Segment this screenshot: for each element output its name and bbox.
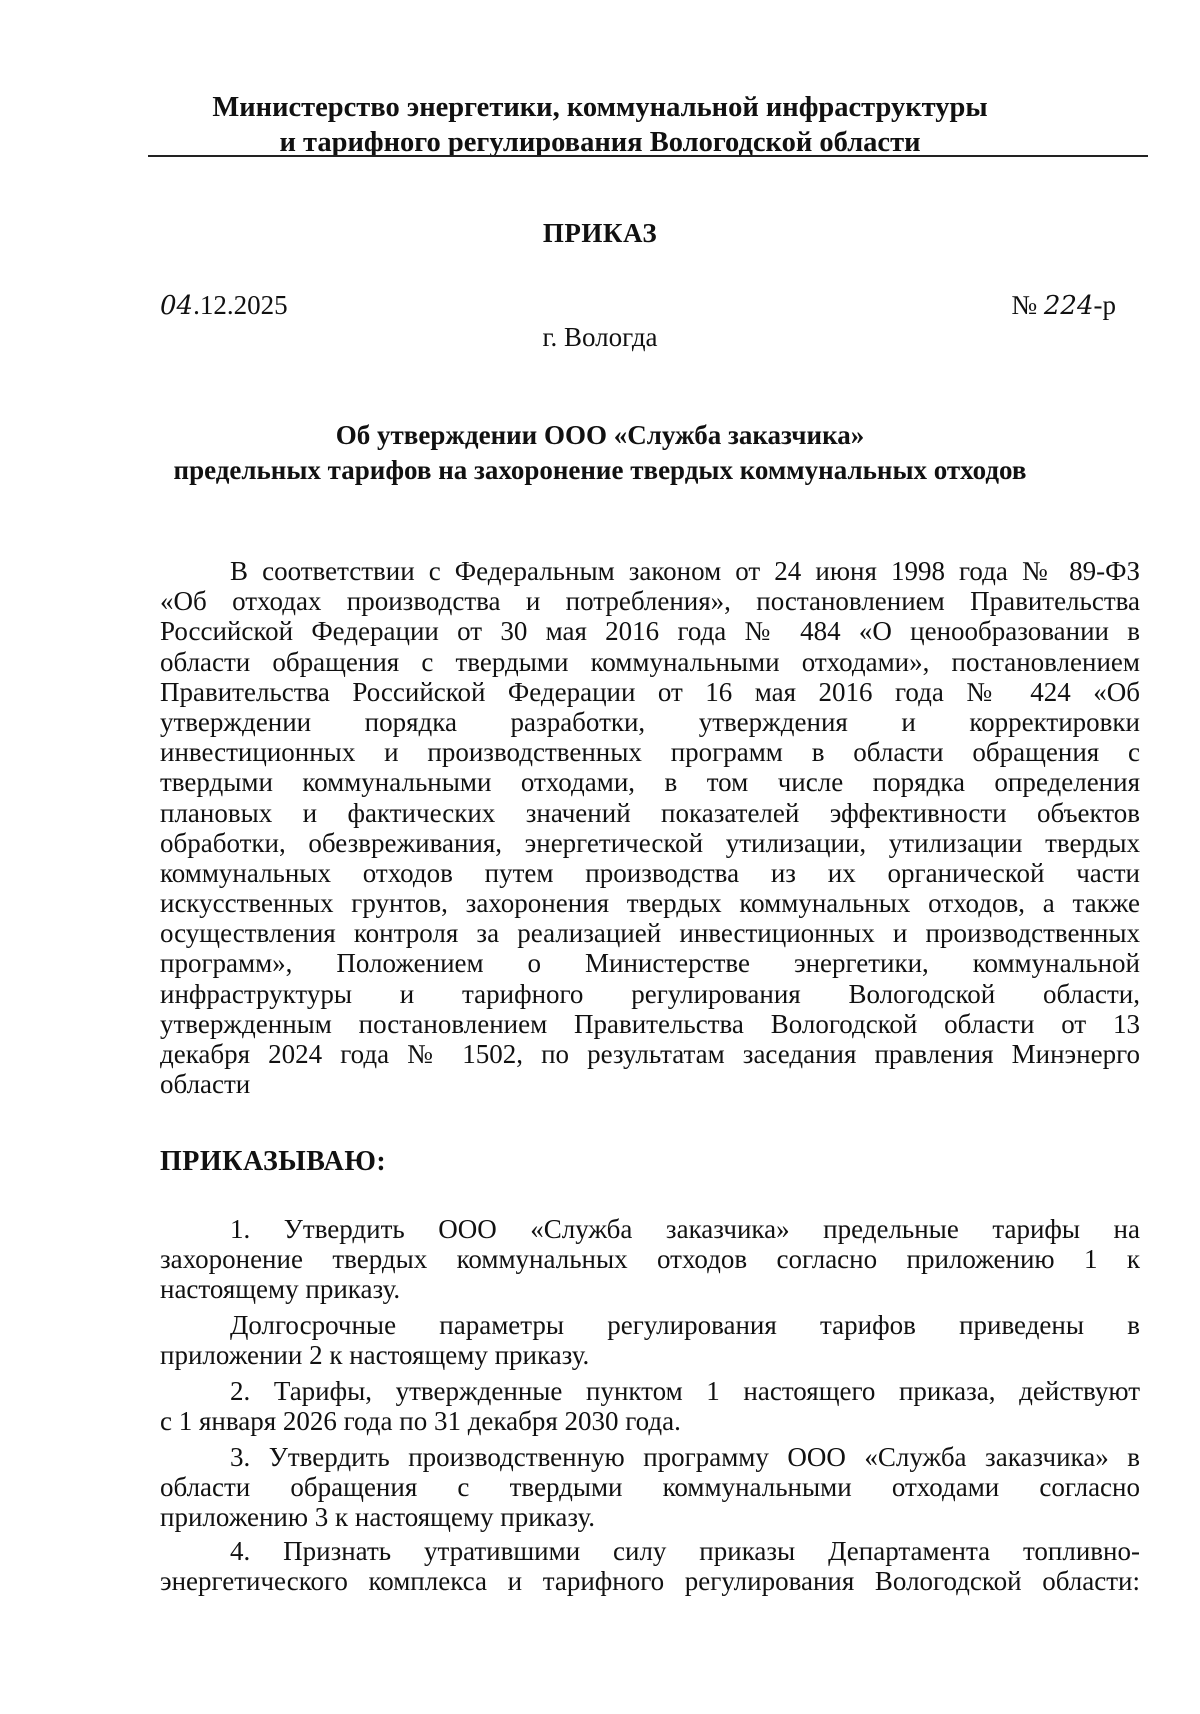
preamble-line: Правительства Российской Федерации от 16 мая 2016 года № 424 «Об bbox=[160, 676, 1140, 707]
directive-heading: ПРИКАЗЫВАЮ: bbox=[160, 1146, 387, 1177]
item-line: с 1 января 2026 года по 31 декабря 2030 года. bbox=[160, 1406, 681, 1437]
item-line: 1. Утвердить ООО «Служба заказчика» предельные тарифы на bbox=[230, 1214, 1140, 1244]
item-line: 3. Утвердить производственную программу ООО «Служба заказчика» в bbox=[230, 1442, 1140, 1472]
preamble-line: искусственных грунтов, захоронения твердых коммунальных отходов, а также bbox=[160, 888, 1140, 919]
date-rest: .12.2025 bbox=[193, 290, 288, 320]
item-line: области обращения с твердыми коммунальными отходами согласно bbox=[160, 1472, 1140, 1503]
item-line: приложении 2 к настоящему приказу. bbox=[160, 1340, 590, 1371]
preamble-line: утверждении порядка разработки, утверждения и корректировки bbox=[160, 706, 1140, 737]
preamble-line: твердыми коммунальными отходами, в том числе порядка определения bbox=[160, 767, 1140, 798]
order-item-4 bbox=[160, 1536, 1140, 1596]
order-subject bbox=[0, 418, 1200, 488]
order-city: г. Вологда bbox=[542, 322, 658, 352]
ministry-line-1: Министерство энергетики, коммунальной инфраструктуры bbox=[212, 92, 988, 123]
subject-line-1: Об утверждении ООО «Служба заказчика» bbox=[335, 420, 865, 450]
number-handwritten: 224 bbox=[1043, 291, 1094, 321]
preamble-line: программ», Положением о Министерстве энергетики, коммунальной bbox=[160, 948, 1140, 979]
preamble-line: утвержденным постановлением Правительства Вологодской области от 13 bbox=[160, 1008, 1140, 1039]
ministry-header bbox=[0, 90, 1200, 160]
order-items-params bbox=[160, 1310, 1140, 1370]
item-line: 2. Тарифы, утвержденные пунктом 1 настоящего приказа, действуют bbox=[230, 1376, 1140, 1406]
preamble-line: инвестиционных и производственных программ в области обращения с bbox=[160, 737, 1140, 768]
preamble-line: инфраструктуры и тарифного регулирования Вологодской области, bbox=[160, 978, 1140, 1009]
preamble-line: «Об отходах производства и потребления», постановлением Правительства bbox=[160, 586, 1140, 617]
preamble-line: В соответствии с Федеральным законом от 24 июня 1998 года № 89-ФЗ bbox=[230, 556, 1140, 586]
preamble-line: коммунальных отходов путем производства из их органической части bbox=[160, 857, 1140, 888]
order-items bbox=[160, 1214, 1140, 1305]
preamble-line: обработки, обезвреживания, энергетической утилизации, утилизации твердых bbox=[160, 827, 1140, 858]
preamble-line: плановых и фактических значений показателей эффективности объектов bbox=[160, 797, 1140, 828]
order-date bbox=[160, 290, 288, 321]
ministry-line-2: и тарифного регулирования Вологодской области bbox=[279, 127, 921, 158]
order-title: ПРИКАЗ bbox=[542, 218, 658, 248]
order-item-3 bbox=[160, 1442, 1140, 1533]
item-line: 4. Признать утратившими силу приказы Департамента топливно- bbox=[230, 1536, 1140, 1566]
header-divider bbox=[148, 155, 1148, 157]
preamble-line: области обращения с твердыми коммунальными отходами», постановлением bbox=[160, 646, 1140, 677]
preamble-line: Российской Федерации от 30 мая 2016 года № 484 «О ценообразовании в bbox=[160, 616, 1140, 647]
preamble-line: осуществления контроля за реализацией инвестиционных и производственных bbox=[160, 918, 1140, 949]
number-prefix: № bbox=[1011, 290, 1044, 320]
preamble-paragraph bbox=[160, 556, 1140, 1099]
preamble-line: декабря 2024 года № 1502, по результатам заседания правления Минэнерго bbox=[160, 1039, 1140, 1069]
item-line: Долгосрочные параметры регулирования тарифов приведены в bbox=[230, 1310, 1140, 1340]
item-line: захоронение твердых коммунальных отходов согласно приложению 1 к bbox=[160, 1244, 1140, 1275]
order-item-2 bbox=[160, 1376, 1140, 1436]
date-handwritten-day: 04 bbox=[160, 291, 194, 321]
item-line: энергетического комплекса и тарифного регулирования Вологодской области: bbox=[160, 1566, 1140, 1597]
preamble-line: области bbox=[160, 1069, 251, 1100]
subject-line-2: предельных тарифов на захоронение твердых коммунальных отходов bbox=[173, 455, 1027, 485]
item-line: настоящему приказу. bbox=[160, 1274, 401, 1305]
order-number bbox=[1011, 290, 1116, 321]
number-suffix: -р bbox=[1093, 290, 1116, 320]
item-line: приложению 3 к настоящему приказу. bbox=[160, 1502, 596, 1533]
